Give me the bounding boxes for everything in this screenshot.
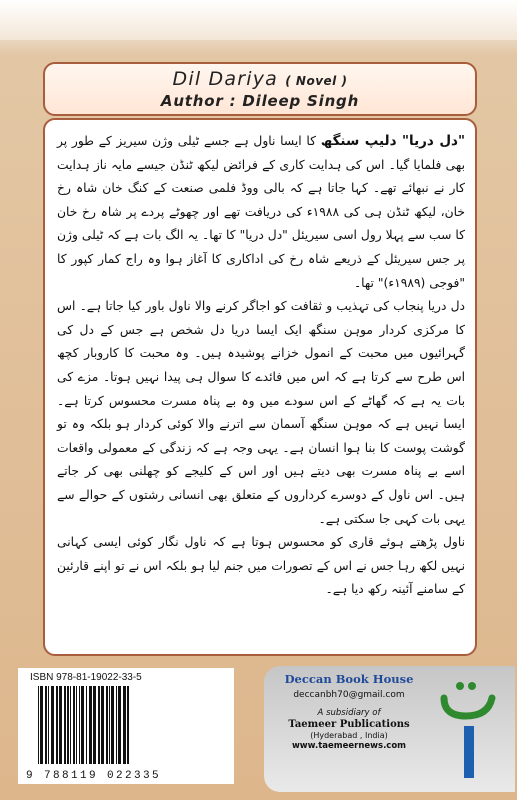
book-author: Author : Dileep Singh (160, 92, 360, 110)
barcode-bar (98, 686, 100, 764)
book-title-text: Dil Dariya (172, 68, 279, 90)
paragraph-1-text: کا ایسا ناول ہے جسے ٹیلی وژن سیریز کے طور پر بھی فلمایا گیا۔ اس کی ہدایت کاری کے فرائض لیکھ ٹنڈن جیسے مایہ ناز ہدایت کار نے نبھائے تھے۔ کہا جاتا ہے کہ بالی ووڈ فلمی صنعت کے کنگ خان شاہ رخ خان، لیکھ ٹنڈن ہی کی ۱۹۸۸ء کی دریافت تھے اور چھوٹے پردے پر شاہ رخ خان کا سب سے پہلا رول اسی سیریئل "دل دریا" کا تھا۔ یہ الگ بات ہے کہ ٹیلی وژن پر جس سیریئل کے ذریعے شاہ رخ کی اداکاری کا آغاز ہوا وہ راج کمار کپور کا "فوجی (۱۹۸۹ء)" تھا۔ (57, 134, 465, 290)
barcode-bar (51, 686, 54, 764)
publisher-location: (Hyderabad , India) (310, 731, 388, 740)
barcode-bar (81, 686, 84, 764)
publisher-panel (264, 666, 515, 792)
publisher-subsidiary-label: A subsidiary of (317, 708, 381, 718)
barcode-bar (70, 686, 71, 764)
isbn-label: ISBN 978-81-19022-33-5 (30, 672, 142, 683)
barcode-number: 9 788119 022335 (26, 770, 162, 782)
barcode-bar (38, 686, 39, 764)
barcode-bar (64, 686, 66, 764)
paragraph-1 (57, 130, 465, 295)
barcode-bar (48, 686, 49, 764)
barcode-bar (123, 686, 126, 764)
paragraph-1-lead: "دل دریا" دلیپ سنگھ (320, 133, 466, 149)
publisher-details (264, 672, 434, 751)
barcode-bar (45, 686, 47, 764)
barcode-bar (118, 686, 121, 764)
paragraph-3: ناول پڑھتے ہوئے قاری کو محسوس ہوتا ہے کہ ناول نگار کوئی ایسی کہانی نہیں لکھ رہا جس نے اس کے تصورات میں جنم لیا ہو بلکہ اس نے تو اپنے قارئین کے سامنے آئینہ رکھ دیا ہے۔ (57, 535, 465, 597)
barcode-bar (79, 686, 80, 764)
barcode-bar (56, 686, 58, 764)
paragraph-2: دل دریا پنجاب کی تہذیب و ثقافت کو اجاگر کرنے والا ناول باور کیا جاتا ہے۔ اس کا مرکزی کردار موہن سنگھ ایک ایسا دریا دل شخص ہے جس کے دل کی گہرائیوں میں محبت کے انمول خزانے پوشیدہ ہیں۔ وہ محبت کا کاروبار کچھ اس طرح سے کرتا ہے کہ اس میں فائدے کا سوال ہی پیدا نہیں ہوتا۔ مزے کی بات یہ ہے کہ گھاٹے کے اس سودے میں وہ بے پناہ مسرت محسوس کرتا ہے۔ ایسا نہیں ہے کہ موہن سنگھ آسمان سے اترنے والا کوئی کردار ہو بلکہ وہ تو گوشت پوست کا بنا ہوا انسان ہے۔ یہی وجہ ہے کہ زندگی کے معمولی واقعات اسے بے پناہ مسرت بھی دیتے ہیں اور اس کے کلیجے کو چھلنی بھی کر جاتے ہیں۔ اس ناول کے دوسرے کرداروں کے متعلق بھی انسانی رشتوں کے حوالے سے یہی بات کہی جا سکتی ہے۔ (57, 299, 465, 526)
barcode-bar (106, 686, 108, 764)
book-title (45, 68, 475, 90)
barcode-bar (111, 686, 114, 764)
description-panel (43, 118, 477, 656)
barcode-bar (127, 686, 129, 764)
barcode-bar (89, 686, 92, 764)
barcode-bar (101, 686, 104, 764)
barcode-bar (93, 686, 96, 764)
barcode-bar (76, 686, 77, 764)
barcode-bar (86, 686, 87, 764)
cover-top-band (0, 0, 517, 40)
publisher-email: deccanbh70@gmail.com (293, 690, 405, 700)
title-header (43, 62, 477, 116)
barcode-graphic (36, 686, 216, 764)
book-genre: ( Novel ) (285, 74, 348, 88)
barcode-bar (73, 686, 75, 764)
publisher-logo-icon (436, 676, 502, 788)
barcode-bar (116, 686, 117, 764)
barcode-bar (40, 686, 43, 764)
publisher-organization: Taemeer Publications (288, 719, 410, 730)
barcode-panel (18, 668, 234, 784)
publisher-name: Deccan Book House (284, 672, 414, 686)
publisher-website: www.taemeernews.com (291, 741, 407, 751)
barcode-bar (67, 686, 69, 764)
barcode-bar (59, 686, 62, 764)
barcode-bar (109, 686, 110, 764)
